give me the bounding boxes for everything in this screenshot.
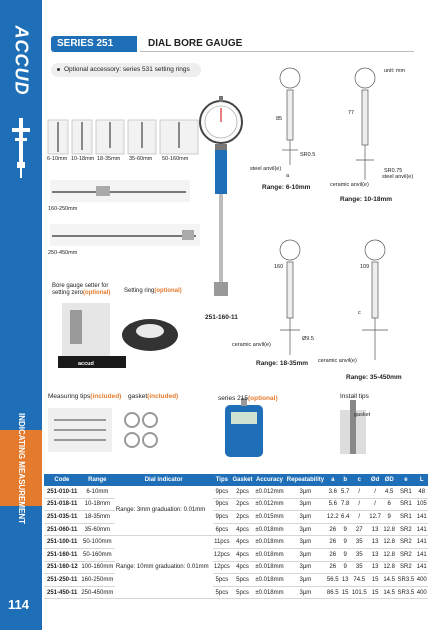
table-cell: 251-450-11 <box>44 586 80 599</box>
table-cell: SR3.5 <box>396 586 415 599</box>
table-cell: 9 <box>340 548 351 561</box>
table-cell: 6 <box>382 498 396 511</box>
dim-label: ceramic anvil(e) <box>318 358 357 364</box>
variant-label: 35-60mm <box>129 156 153 162</box>
table-row <box>44 548 428 561</box>
variant-label: 50-160mm <box>162 156 189 162</box>
table-cell: 4pcs <box>231 548 254 561</box>
column-header: Gasket <box>231 474 254 486</box>
table-cell: 4pcs <box>231 561 254 574</box>
table-cell: / <box>368 498 382 511</box>
digital-indicator <box>225 398 263 457</box>
variant-label: 10-18mm <box>71 156 95 162</box>
table-cell: 48 <box>416 486 428 498</box>
column-header: a <box>326 474 340 486</box>
page-number: 114 <box>8 597 29 612</box>
column-header: Accuracy <box>254 474 285 486</box>
dim-label: 109 <box>360 264 370 270</box>
diagram-6-10 <box>280 68 300 165</box>
unit-label: unit: mm <box>384 68 406 74</box>
dim-label: c <box>358 310 361 316</box>
range-label: Range: 10-18mm <box>340 196 393 203</box>
table-cell: SR2 <box>396 561 415 574</box>
table-row <box>44 523 428 536</box>
table-cell: 26 <box>326 536 340 549</box>
column-header: Dial indicator <box>115 474 213 486</box>
table-cell: ±0.012mm <box>254 486 285 498</box>
table-cell: 2pcs <box>231 511 254 524</box>
table-cell: 2pcs <box>231 498 254 511</box>
table-cell: 141 <box>416 511 428 524</box>
table-cell: 141 <box>416 536 428 549</box>
table-cell: ±0.018mm <box>254 561 285 574</box>
column-header: e <box>396 474 415 486</box>
table-cell: / <box>350 511 368 524</box>
gaskets-image <box>125 413 157 447</box>
table-cell: 9 <box>340 536 351 549</box>
table-cell: 6-10mm <box>80 486 115 498</box>
table-cell: 4.5 <box>382 486 396 498</box>
table-cell: 12.2 <box>326 511 340 524</box>
table-cell: 3.6 <box>326 486 340 498</box>
column-header: Repeatability <box>285 474 326 486</box>
table-row <box>44 536 428 549</box>
column-header: L <box>416 474 428 486</box>
table-cell: 250-450mm <box>80 586 115 599</box>
table-cell: 12.7 <box>368 511 382 524</box>
main-bore-gauge <box>200 96 242 296</box>
table-cell: 105 <box>416 498 428 511</box>
table-cell: 35 <box>350 561 368 574</box>
gasket-tag: gasket <box>354 412 371 418</box>
table-cell: 18-35mm <box>80 511 115 524</box>
table-cell: 3μm <box>285 486 326 498</box>
column-header: Ød <box>368 474 382 486</box>
tips-label: Measuring tips(included) <box>48 393 122 400</box>
table-cell: 251-100-11 <box>44 536 80 549</box>
table-cell: 35-60mm <box>80 523 115 536</box>
diagram-18-35 <box>280 240 300 355</box>
table-cell: 13 <box>368 548 382 561</box>
table-cell: 141 <box>416 548 428 561</box>
table-cell: 15 <box>368 586 382 599</box>
table-cell: 3μm <box>285 523 326 536</box>
table-cell: 141 <box>416 523 428 536</box>
install-tips-label: Install tips <box>340 393 369 400</box>
table-cell: 9 <box>340 523 351 536</box>
dim-label: 77 <box>348 110 355 116</box>
table-cell: 3μm <box>285 511 326 524</box>
variant-label: 18-35mm <box>97 156 121 162</box>
table-cell: 5pcs <box>213 586 232 599</box>
page-title: DIAL BORE GAUGE <box>140 36 414 52</box>
table-cell: 9 <box>382 511 396 524</box>
table-cell: 12pcs <box>213 548 232 561</box>
table-cell: 15 <box>368 574 382 587</box>
column-header: Code <box>44 474 80 486</box>
rod-images <box>50 180 200 246</box>
dim-label: Ø9.5 <box>302 336 314 342</box>
diagram-35-450 <box>362 240 388 360</box>
range-label: Range: 35-450mm <box>346 374 402 381</box>
table-cell: 15 <box>340 586 351 599</box>
table-cell: SR3.5 <box>396 574 415 587</box>
table-cell: 100-160mm <box>80 561 115 574</box>
table-cell: 3μm <box>285 498 326 511</box>
table-cell: 3μm <box>285 561 326 574</box>
table-cell: 56.5 <box>326 574 340 587</box>
table-cell: 12.8 <box>382 561 396 574</box>
table-cell: ±0.018mm <box>254 536 285 549</box>
table-cell: 9pcs <box>213 511 232 524</box>
table-cell: 14.5 <box>382 574 396 587</box>
dim-label: 160 <box>274 264 284 270</box>
table-cell: 5.6 <box>326 498 340 511</box>
table-cell: 9 <box>340 561 351 574</box>
table-cell: 50-100mm <box>80 536 115 549</box>
diagram-10-18 <box>355 68 375 180</box>
table-cell: 50-160mm <box>80 548 115 561</box>
table-cell: 251-060-11 <box>44 523 80 536</box>
table-cell: 5pcs <box>231 574 254 587</box>
table-cell: 5.7 <box>340 486 351 498</box>
table-cell: 9pcs <box>213 486 232 498</box>
table-cell: 12.8 <box>382 523 396 536</box>
table-cell: SR1 <box>396 511 415 524</box>
table-cell: 141 <box>416 561 428 574</box>
table-cell: 160-250mm <box>80 574 115 587</box>
table-cell: 251-160-11 <box>44 548 80 561</box>
table-cell: / <box>350 498 368 511</box>
table-cell: 6pcs <box>213 523 232 536</box>
dim-label: a <box>286 173 290 179</box>
table-cell: 13 <box>368 536 382 549</box>
table-cell: 35 <box>350 536 368 549</box>
table-cell: 3μm <box>285 586 326 599</box>
table-cell: SR1 <box>396 498 415 511</box>
table-cell: ±0.018mm <box>254 523 285 536</box>
gasket-label: gasket(included) <box>128 393 179 400</box>
table-cell: 27 <box>350 523 368 536</box>
table-cell: 26 <box>326 548 340 561</box>
table-row <box>44 586 428 599</box>
table-cell: 13 <box>368 561 382 574</box>
table-cell: 6.4 <box>340 511 351 524</box>
table-cell: 3μm <box>285 574 326 587</box>
table-header-row <box>44 474 428 486</box>
series215-label: series 215(optional) <box>218 395 278 402</box>
table-cell: 251-035-11 <box>44 511 80 524</box>
table-cell: 4pcs <box>231 536 254 549</box>
table-row <box>44 486 428 498</box>
accessory-note: Optional accessory: series 531 setting rings <box>51 63 201 77</box>
table-row <box>44 498 428 511</box>
dim-label: steel anvil(e) <box>382 174 414 180</box>
table-row <box>44 574 428 587</box>
table-cell: 5pcs <box>213 574 232 587</box>
table-cell: SR2 <box>396 548 415 561</box>
variant-label: 250-450mm <box>48 250 78 256</box>
table-cell: 251-018-11 <box>44 498 80 511</box>
table-cell: ±0.018mm <box>254 586 285 599</box>
table-cell: 400 <box>416 574 428 587</box>
dim-label: 85 <box>276 116 283 122</box>
table-cell: 12.8 <box>382 536 396 549</box>
table-cell: ±0.015mm <box>254 511 285 524</box>
table-cell: 400 <box>416 586 428 599</box>
table-cell: / <box>368 486 382 498</box>
dim-label: ceramic anvil(e) <box>330 182 369 188</box>
table-cell: 3μm <box>285 536 326 549</box>
variant-label: 160-250mm <box>48 206 78 212</box>
table-cell: 86.5 <box>326 586 340 599</box>
table-cell: SR2 <box>396 523 415 536</box>
table-cell: 10-18mm <box>80 498 115 511</box>
table-cell: 5pcs <box>231 586 254 599</box>
dial-indicator-cell: Range: 3mm graduation: 0.01mm <box>115 486 213 536</box>
series-heading: SERIES 251 <box>51 36 137 52</box>
dim-label: steel anvil(e) <box>250 166 282 172</box>
setter-label: Bore gauge setter for setting zero(optional) <box>52 283 111 296</box>
column-header: c <box>350 474 368 486</box>
table-cell: 12.8 <box>382 548 396 561</box>
table-cell: 13 <box>368 523 382 536</box>
table-cell: ±0.012mm <box>254 498 285 511</box>
setting-ring <box>122 319 178 351</box>
table-cell: 26 <box>326 561 340 574</box>
table-cell: 2pcs <box>231 486 254 498</box>
table-cell: 26 <box>326 523 340 536</box>
table-cell: / <box>350 486 368 498</box>
range-label: Range: 18-35mm <box>256 360 309 367</box>
table-cell: 12pcs <box>213 561 232 574</box>
table-cell: 3μm <box>285 548 326 561</box>
table-cell: 9pcs <box>213 498 232 511</box>
range-label: Range: 6-10mm <box>262 184 311 191</box>
table-cell: 251-250-11 <box>44 574 80 587</box>
column-header: Range <box>80 474 115 486</box>
table-cell: 13 <box>340 574 351 587</box>
table-cell: 7.8 <box>340 498 351 511</box>
table-cell: 101.5 <box>350 586 368 599</box>
variant-label: 6-10mm <box>47 156 68 162</box>
setter-brand: accud <box>78 361 94 367</box>
column-header: Tips <box>213 474 232 486</box>
spec-table <box>44 474 428 599</box>
table-cell: 251-010-11 <box>44 486 80 498</box>
variant-thumbnails <box>48 120 198 154</box>
brand-logo: ACCUD <box>11 25 32 95</box>
table-cell: 11pcs <box>213 536 232 549</box>
dim-label: SR0.75 <box>384 168 403 174</box>
table-cell: 35 <box>350 548 368 561</box>
model-label: 251-160-11 <box>205 314 238 321</box>
table-cell: SR1 <box>396 486 415 498</box>
table-cell: ±0.018mm <box>254 548 285 561</box>
install-tips-diagram <box>340 400 366 454</box>
section-tab: INDICATING MEASUREMENT <box>0 430 42 506</box>
table-row <box>44 561 428 574</box>
table-cell: 251-160-12 <box>44 561 80 574</box>
table-row <box>44 511 428 524</box>
dim-label: ceramic anvil(e) <box>232 342 271 348</box>
column-header: b <box>340 474 351 486</box>
column-header: ØD <box>382 474 396 486</box>
table-cell: SR2 <box>396 536 415 549</box>
gauge-setter <box>58 303 126 368</box>
table-cell: ±0.018mm <box>254 574 285 587</box>
dial-indicator-cell: Range: 10mm graduation: 0.01mm <box>115 536 213 599</box>
measuring-tips-image <box>48 408 112 452</box>
table-cell: 4pcs <box>231 523 254 536</box>
table-cell: 74.5 <box>350 574 368 587</box>
dim-label: SR0.5 <box>300 152 316 158</box>
setting-ring-label: Setting ring(optional) <box>124 288 182 294</box>
table-cell: 14.5 <box>382 586 396 599</box>
